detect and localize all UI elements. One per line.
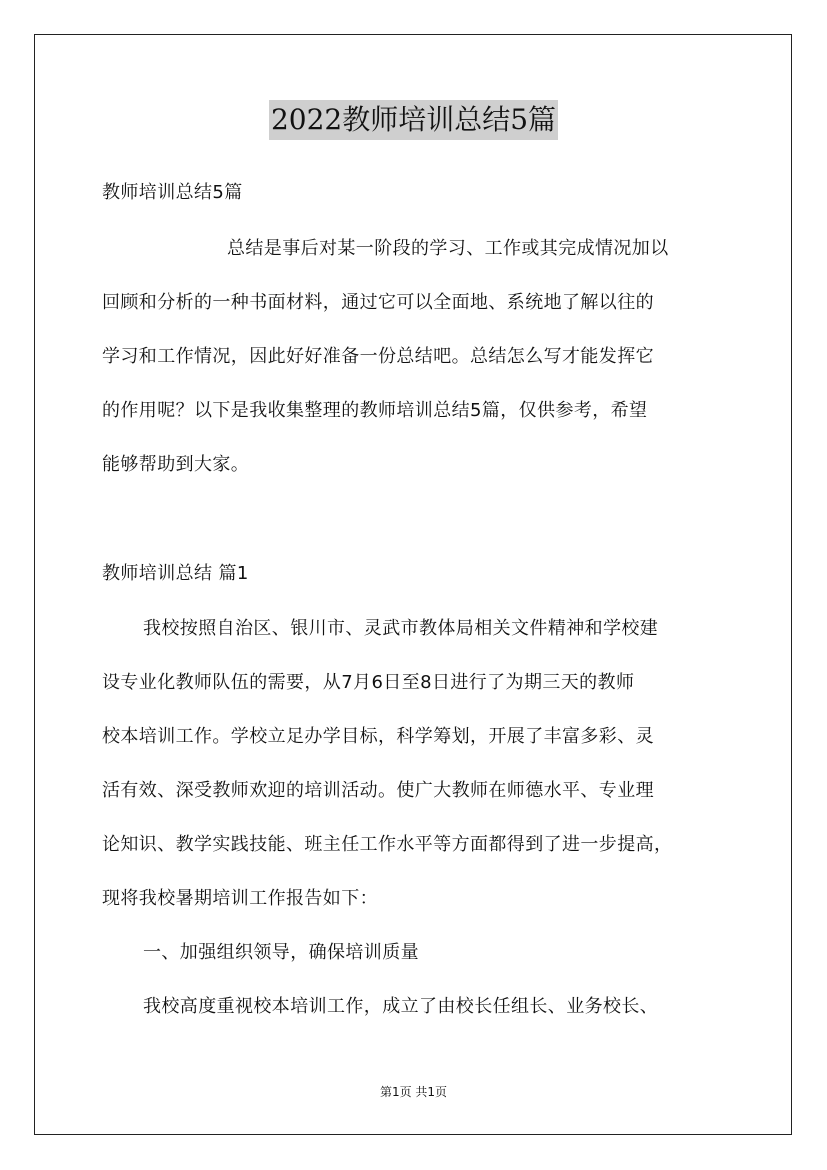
intro-line: 能够帮助到大家。 [102, 454, 250, 475]
body-line: 论知识、教学实践技能、班主任工作水平等方面都得到了进一步提高， [102, 834, 673, 855]
body-heading-line: 一、加强组织领导，确保培训质量 [143, 942, 419, 963]
body-line: 设专业化教师队伍的需要，从7月6日至8日进行了为期三天的教师 [102, 672, 635, 693]
intro-line: 学习和工作情况，因此好好准备一份总结吧。总结怎么写才能发挥它 [102, 346, 654, 367]
intro-line: 的作用呢？以下是我收集整理的教师培训总结5篇，仅供参考，希望 [102, 400, 648, 421]
body-line: 活有效、深受教师欢迎的培训活动。使广大教师在师德水平、专业理 [102, 780, 654, 801]
body-line: 校本培训工作。学校立足办学目标，科学筹划，开展了丰富多彩、灵 [102, 726, 654, 747]
page-footer: 第1页 共1页 [379, 1085, 448, 1099]
title-container [0, 100, 827, 140]
intro-line: 回顾和分析的一种书面材料，通过它可以全面地、系统地了解以往的 [102, 292, 654, 313]
body-line: 我校按照自治区、银川市、灵武市教体局相关文件精神和学校建 [143, 618, 659, 639]
document-subtitle: 教师培训总结5篇 [102, 182, 243, 203]
intro-line: 总结是事后对某一阶段的学习、工作或其完成情况加以 [227, 238, 669, 259]
section-heading: 教师培训总结 篇1 [102, 563, 249, 584]
body-line: 现将我校暑期培训工作报告如下： [102, 888, 378, 909]
document-title: 2022教师培训总结5篇 [269, 100, 558, 140]
body-line: 我校高度重视校本培训工作，成立了由校长任组长、业务校长、 [143, 996, 659, 1017]
